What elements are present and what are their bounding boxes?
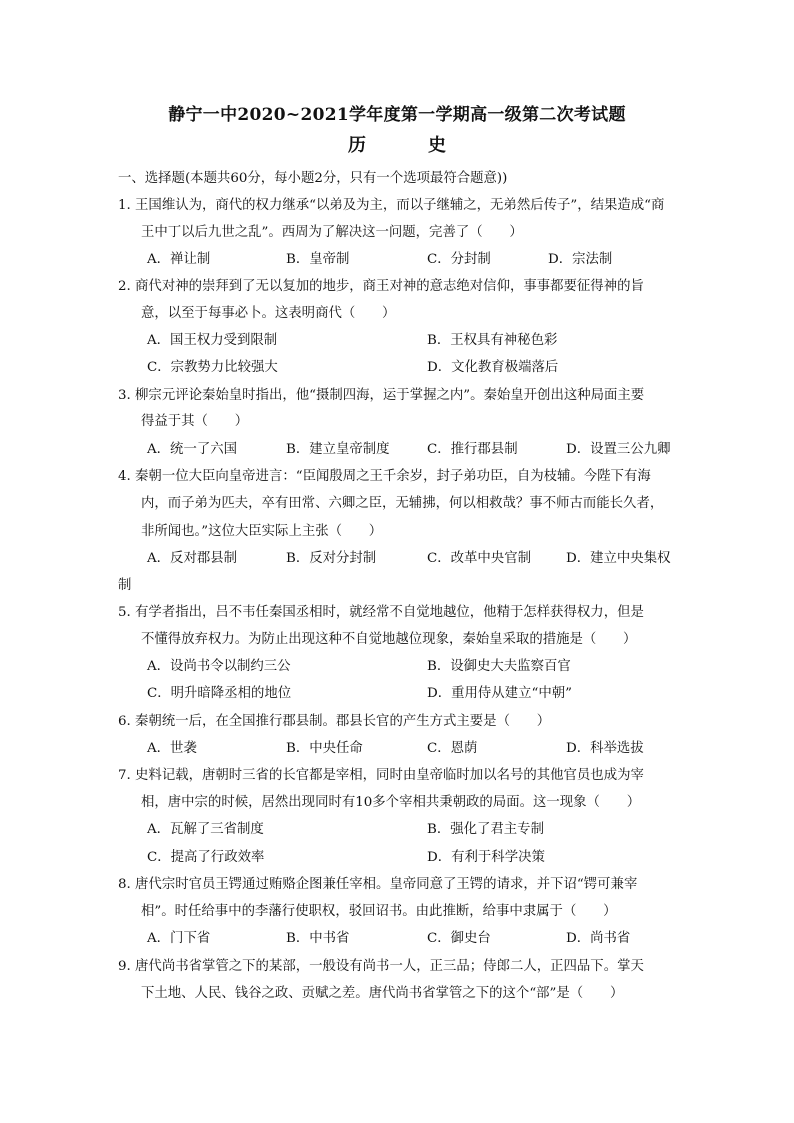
question-line: 内，而子弟为匹夫，卒有田常、六卿之臣，无辅拂，何以相救哉？事不师古而能长久者，	[141, 496, 664, 511]
option-b: B．设御史大夫监察百官	[427, 659, 571, 674]
option-a: A．世袭	[147, 741, 197, 756]
option-d: D．尚书省	[566, 931, 631, 946]
option-c: C．推行郡县制	[427, 442, 518, 457]
option-c: C．御史台	[427, 931, 491, 946]
option-c: C．宗教势力比较强大	[147, 360, 278, 375]
option-b: B．建立皇帝制度	[286, 442, 390, 457]
question-line: 6. 秦朝统一后，在全国推行郡县制。郡县长官的产生方式主要是（ ）	[118, 714, 551, 729]
question-line: 8. 唐代宗时官员王锷通过贿赂企图兼任宰相。皇帝同意了王锷的请求，并下诏“锷可兼宰	[118, 877, 638, 892]
option-d: D．宗法制	[548, 252, 613, 267]
option-a: A．禅让制	[147, 252, 211, 267]
option-b: B．反对分封制	[286, 551, 377, 566]
option-b: B．王权具有神秘色彩	[427, 333, 558, 348]
question-line: 1. 王国维认为，商代的权力继承“以弟及为主，而以子继辅之，无弟然后传子”，结果造成“商	[118, 198, 665, 213]
option-d: D．建立中央集权	[566, 551, 671, 566]
option-b: B．皇帝制	[286, 252, 350, 267]
question-line: 4. 秦朝一位大臣向皇帝进言：“臣闻殷周之王千余岁，封子弟功臣，自为枝辅。今陛下有海	[118, 469, 651, 484]
question-line: 不懂得放弃权力。为防止出现这种不自觉地越位现象，秦始皇采取的措施是（ ）	[141, 632, 637, 647]
question-line: 意，以至于每事必卜。这表明商代（ ）	[141, 306, 396, 321]
option-d: D．重用侍从建立“中朝”	[427, 686, 572, 701]
question-line: 得益于其（ ）	[141, 414, 249, 429]
option-d: D．文化教育极端落后	[427, 360, 559, 375]
question-line: 2. 商代对神的崇拜到了无以复加的地步，商王对神的意志绝对信仰，事事都要征得神的旨	[118, 279, 644, 294]
option-b: B．强化了君主专制	[427, 822, 544, 837]
option-d: D．设置三公九卿	[566, 442, 671, 457]
question-line: 王中丁以后九世之乱”。西周为了解决这一问题，完善了（ ）	[141, 225, 523, 240]
option-c: C．分封制	[427, 252, 491, 267]
option-d: D．科举选拔	[566, 741, 644, 756]
option-a: A．门下省	[147, 931, 211, 946]
option-b: B．中央任命	[286, 741, 363, 756]
option-a: A．反对郡县制	[147, 551, 238, 566]
question-line: 下土地、人民、钱谷之政、贡赋之差。唐代尚书省掌管之下的这个“部”是（ ）	[141, 986, 624, 1001]
question-line: 7. 史料记载，唐朝时三省的长官都是宰相，同时由皇帝临时加以名号的其他官员也成为宰	[118, 768, 644, 783]
option-c: C．改革中央官制	[427, 551, 531, 566]
option-d-wrap: 制	[118, 578, 132, 593]
question-line: 相”。时任给事中的李藩行使职权，驳回诏书。由此推断，给事中隶属于（ ）	[141, 904, 617, 919]
question-line: 相，唐中宗的时候，居然出现同时有10多个宰相共秉朝政的局面。这一现象（ ）	[141, 795, 641, 810]
option-c: C．恩荫	[427, 741, 478, 756]
question-line: 非所闻也。”这位大臣实际上主张（ ）	[141, 524, 383, 539]
exam-title: 静宁一中2020~2021学年度第一学期高一级第二次考试题	[168, 105, 626, 125]
option-d: D．有利于科学决策	[427, 850, 545, 865]
section-heading: 一、选择题(本题共60分，每小题2分，只有一个选项最符合题意))	[118, 171, 508, 186]
option-a: A．设尚书令以制约三公	[147, 659, 291, 674]
option-a: A．瓦解了三省制度	[147, 822, 264, 837]
option-a: A．统一了六国	[147, 442, 238, 457]
question-line: 3. 柳宗元评论秦始皇时指出，他“摄制四海，运于掌握之内”。秦始皇开创出这种局面主要	[118, 388, 645, 403]
option-a: A．国王权力受到限制	[147, 333, 278, 348]
option-c: C．提高了行政效率	[147, 850, 265, 865]
question-line: 9. 唐代尚书省掌管之下的某部，一般设有尚书一人，正三品；侍郎二人，正四品下。掌天	[118, 959, 644, 974]
option-b: B．中书省	[286, 931, 350, 946]
question-line: 5. 有学者指出，吕不韦任秦国丞相时，就经常不自觉地越位，他精于怎样获得权力，但是	[118, 605, 644, 620]
subject-heading: 历 史	[348, 135, 468, 156]
option-c: C．明升暗降丞相的地位	[147, 686, 292, 701]
